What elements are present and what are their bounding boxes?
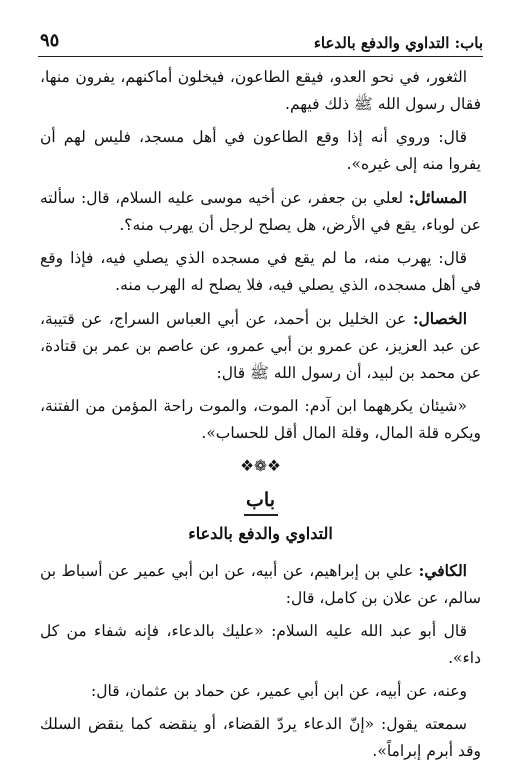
chapter-title: باب [246,489,275,511]
source-label: الكافي: [418,560,467,580]
page-body [40,64,481,771]
running-title: باب: التداوي والدفع بالدعاء [313,34,483,52]
paragraph-text: قال: يهرب منه، ما لم يقع في مسجده الذي يصلي فيه، فإذا وقع في أهل مسجده، الذي يصلي فيه، فلا يصلح له الهرب منه. [40,249,481,294]
paragraph-1 [40,64,481,118]
paragraph-9 [40,678,481,705]
source-label: الخصال: [412,309,467,328]
chapter-subtitle: التداوي والدفع بالدعاء [188,523,333,543]
ornament-divider: ❖❁❖ [240,457,281,475]
paragraph-2 [40,124,481,178]
paragraph-7 [40,557,481,612]
paragraph-text: عن الخليل بن أحمد، عن أبي العباس السراج، عن قتيبة، عن عبد العزيز، عن عمرو بن أبي عمرو، عن عاصم بن عمر بن قتادة، عن محمد بن لبيد، أن رسول الله ﷺ قال: [40,310,481,382]
paragraph-text: سمعته يقول: «إنّ الدعاء يردّ القضاء، أو ينقضه كما ينقض السلك وقد أبرم إبراماً». [40,714,481,760]
paragraph-8 [40,618,481,672]
paragraph-text: لعلي بن جعفر، عن أخيه موسى عليه السلام، قال: سألته عن لوباء، يقع في الأرض، هل يصلح لرجل أن يهرب منه؟. [40,189,481,234]
page-number: ٩٥ [40,30,60,51]
paragraph-text: وعنه، عن أبيه، عن ابن أبي عمير، عن حماد بن عثمان، قال: [91,681,467,700]
paragraph-text: «شيئان يكرههما ابن آدم: الموت، والموت راحة المؤمن من الفتنة، ويكره قلة المال، وقلة المال أقل للحساب». [40,397,481,442]
paragraph-5 [40,305,481,387]
paragraph-text: علي بن إبراهيم، عن أبيه، عن ابن أبي عمير عن أسباط بن سالم، عن علان بن كامل، قال: [40,561,481,607]
paragraph-text: الثغور، في نحو العدو، فيقع الطاعون، فيخلون أماكنهم، يفرون منها، فقال رسول الله ﷺ ذلك فيهم. [40,68,481,113]
paragraph-3 [40,184,481,239]
paragraph-4 [40,245,481,299]
source-label: المسائل: [408,188,467,207]
paragraph-6 [40,393,481,447]
page-header [38,30,483,57]
paragraph-text: قال: وروي أنه إذا وقع الطاعون في أهل مسجد، فليس لهم أن يفروا منه إلى غيره». [40,128,481,173]
paragraph-text: قال أبو عبد الله عليه السلام: «عليك بالدعاء، فإنه شفاء من كل داء». [40,621,481,667]
chapter-underline [244,514,278,516]
paragraph-10 [40,711,481,765]
